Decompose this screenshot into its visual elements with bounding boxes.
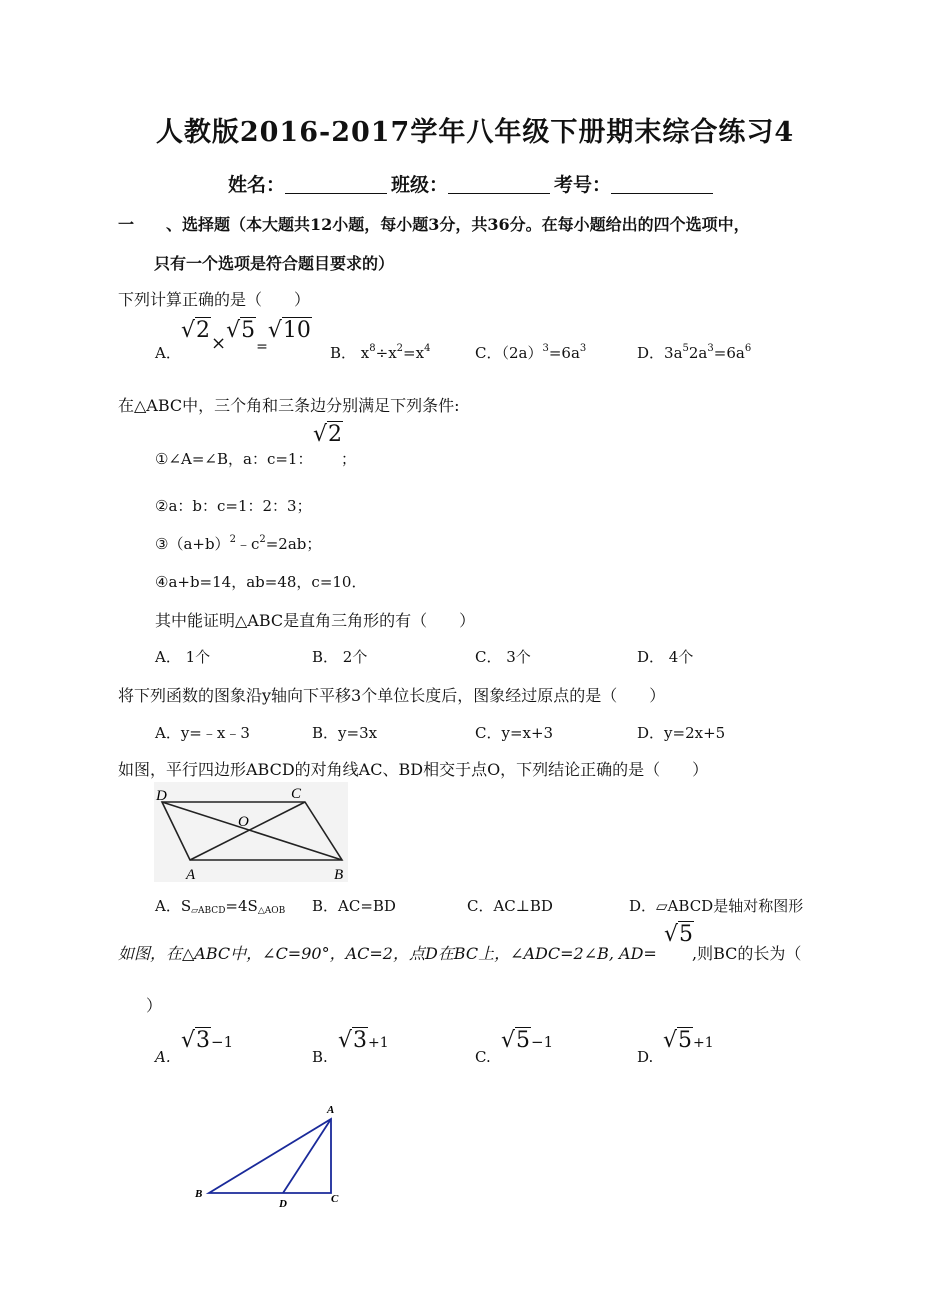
triangle-figure: [185, 1098, 355, 1213]
q4-option-d: D．▱ABCD是轴对称图形: [629, 897, 804, 915]
q4-option-c: C．AC⊥BD: [467, 897, 553, 915]
q4-option-b: B．AC=BD: [312, 897, 396, 915]
q2-option-a: A． 1个: [155, 648, 211, 666]
q1-option-b: B． $x^8\div x^2=x^4$: [330, 343, 431, 362]
triangle-abc: [209, 1119, 331, 1193]
q5-stem-part2: ,则BC的长为（: [692, 944, 802, 963]
q2-condition-2: ②a：b：c=1：2：3；: [155, 497, 312, 515]
q3-option-b: B．y=3x: [312, 724, 378, 742]
q3-option-c: C．y=x+3: [475, 724, 554, 742]
q2-option-d: D． 4个: [637, 648, 694, 666]
q3-stem: 将下列函数的图象沿y轴向下平移3个单位长度后，图象经过原点的是（ ）: [118, 686, 666, 705]
vertex-label-a: A: [327, 1104, 335, 1116]
name-blank[interactable]: [285, 175, 387, 194]
vertex-label-a: A: [186, 867, 196, 883]
q2-option-c: C． 3个: [475, 648, 531, 666]
class-blank[interactable]: [448, 175, 550, 194]
sqrt-symbol: √5: [501, 1028, 531, 1053]
q5-stem-sqrt: [664, 922, 694, 947]
sqrt-symbol: √5: [226, 318, 256, 343]
q2-option-b: B． 2个: [312, 648, 368, 666]
vertex-label-c: C: [291, 786, 302, 802]
figure-background: [154, 782, 348, 882]
parallelogram-figure: [150, 780, 350, 885]
q5-stem-part3: ）: [146, 996, 163, 1015]
vertex-label-c: C: [331, 1193, 339, 1205]
q5-stem-part1: 如图，在△ABC中，∠C=90°，AC=2，点D在BC上，∠ADC=2∠B, AD=: [118, 944, 657, 963]
page-title: 人教版2016-2017学年八年级下册期末综合练习4: [155, 117, 795, 148]
q2-condition-1-end: ；: [341, 450, 357, 468]
q4-option-a: A．$S_{▱ABCD}=4S_{\triangle AOB}$: [155, 897, 286, 916]
q2-stem: 在△ABC中，三个角和三条边分别满足下列条件:: [118, 396, 460, 415]
name-label: 姓名：: [228, 174, 286, 196]
sqrt-symbol: √2: [181, 318, 211, 343]
section-number: 一: [118, 215, 135, 234]
q5-option-d-expr: √5+1: [663, 1028, 714, 1053]
q5-option-d-label: D.: [637, 1048, 654, 1066]
q2-question: 其中能证明△ABC是直角三角形的有（ ）: [155, 611, 476, 630]
q3-option-d: D．y=2x+5: [637, 724, 726, 742]
q1-option-a-expr: $√2\times√5_=√10$: [181, 318, 311, 355]
sqrt-symbol: √2: [313, 422, 343, 447]
q2-condition-1-sqrt: [313, 422, 343, 447]
number-blank[interactable]: [611, 175, 713, 194]
q2-condition-1: ①∠A=∠B，a：c=1：: [155, 450, 313, 468]
q4-stem: 如图，平行四边形ABCD的对角线AC、BD相交于点O，下列结论正确的是（ ）: [118, 760, 709, 779]
segment-ad: [283, 1119, 331, 1193]
sqrt-symbol: √5: [664, 922, 694, 947]
q1-option-c: C．$(2a)^3=6a^3$: [475, 343, 587, 362]
sqrt-symbol: √3: [338, 1028, 368, 1053]
point-label-o: O: [238, 814, 249, 830]
number-label: 考号：: [554, 174, 612, 196]
vertex-label-d: D: [156, 788, 167, 804]
class-label: 班级：: [391, 174, 449, 196]
q1-option-a-label: A．: [155, 344, 181, 362]
section-heading-line2: 只有一个选项是符合题目要求的）: [154, 254, 395, 273]
sqrt-symbol: √5: [663, 1028, 693, 1053]
q5-option-a-label: A.: [155, 1048, 171, 1066]
q5-option-c-label: C.: [475, 1048, 491, 1066]
q5-option-b-label: B.: [312, 1048, 328, 1066]
q2-condition-3: $③(a+b)^2﹣c^2=2ab$；: [155, 534, 322, 553]
vertex-label-b: B: [195, 1188, 203, 1200]
vertex-label-b: B: [334, 867, 344, 883]
q2-condition-4: ④a+b=14，ab=48，c=10．: [155, 573, 367, 591]
student-info-line: [228, 170, 717, 197]
q1-option-d: D．$3a^52a^3=6a^6$: [637, 343, 752, 362]
q5-option-a-expr: √3−1: [181, 1028, 234, 1053]
q1-stem: 下列计算正确的是（ ）: [118, 290, 311, 309]
q5-option-b-expr: √3+1: [338, 1028, 389, 1053]
sqrt-symbol: √10: [267, 318, 311, 343]
q5-option-c-expr: √5−1: [501, 1028, 554, 1053]
point-label-d: D: [279, 1198, 287, 1210]
q3-option-a: A．y=﹣x﹣3: [155, 724, 250, 742]
sqrt-symbol: √3: [181, 1028, 211, 1053]
section-heading-line1: 、选择题（本大题共12小题，每小题3分，共36分。在每小题给出的四个选项中，: [166, 215, 750, 234]
